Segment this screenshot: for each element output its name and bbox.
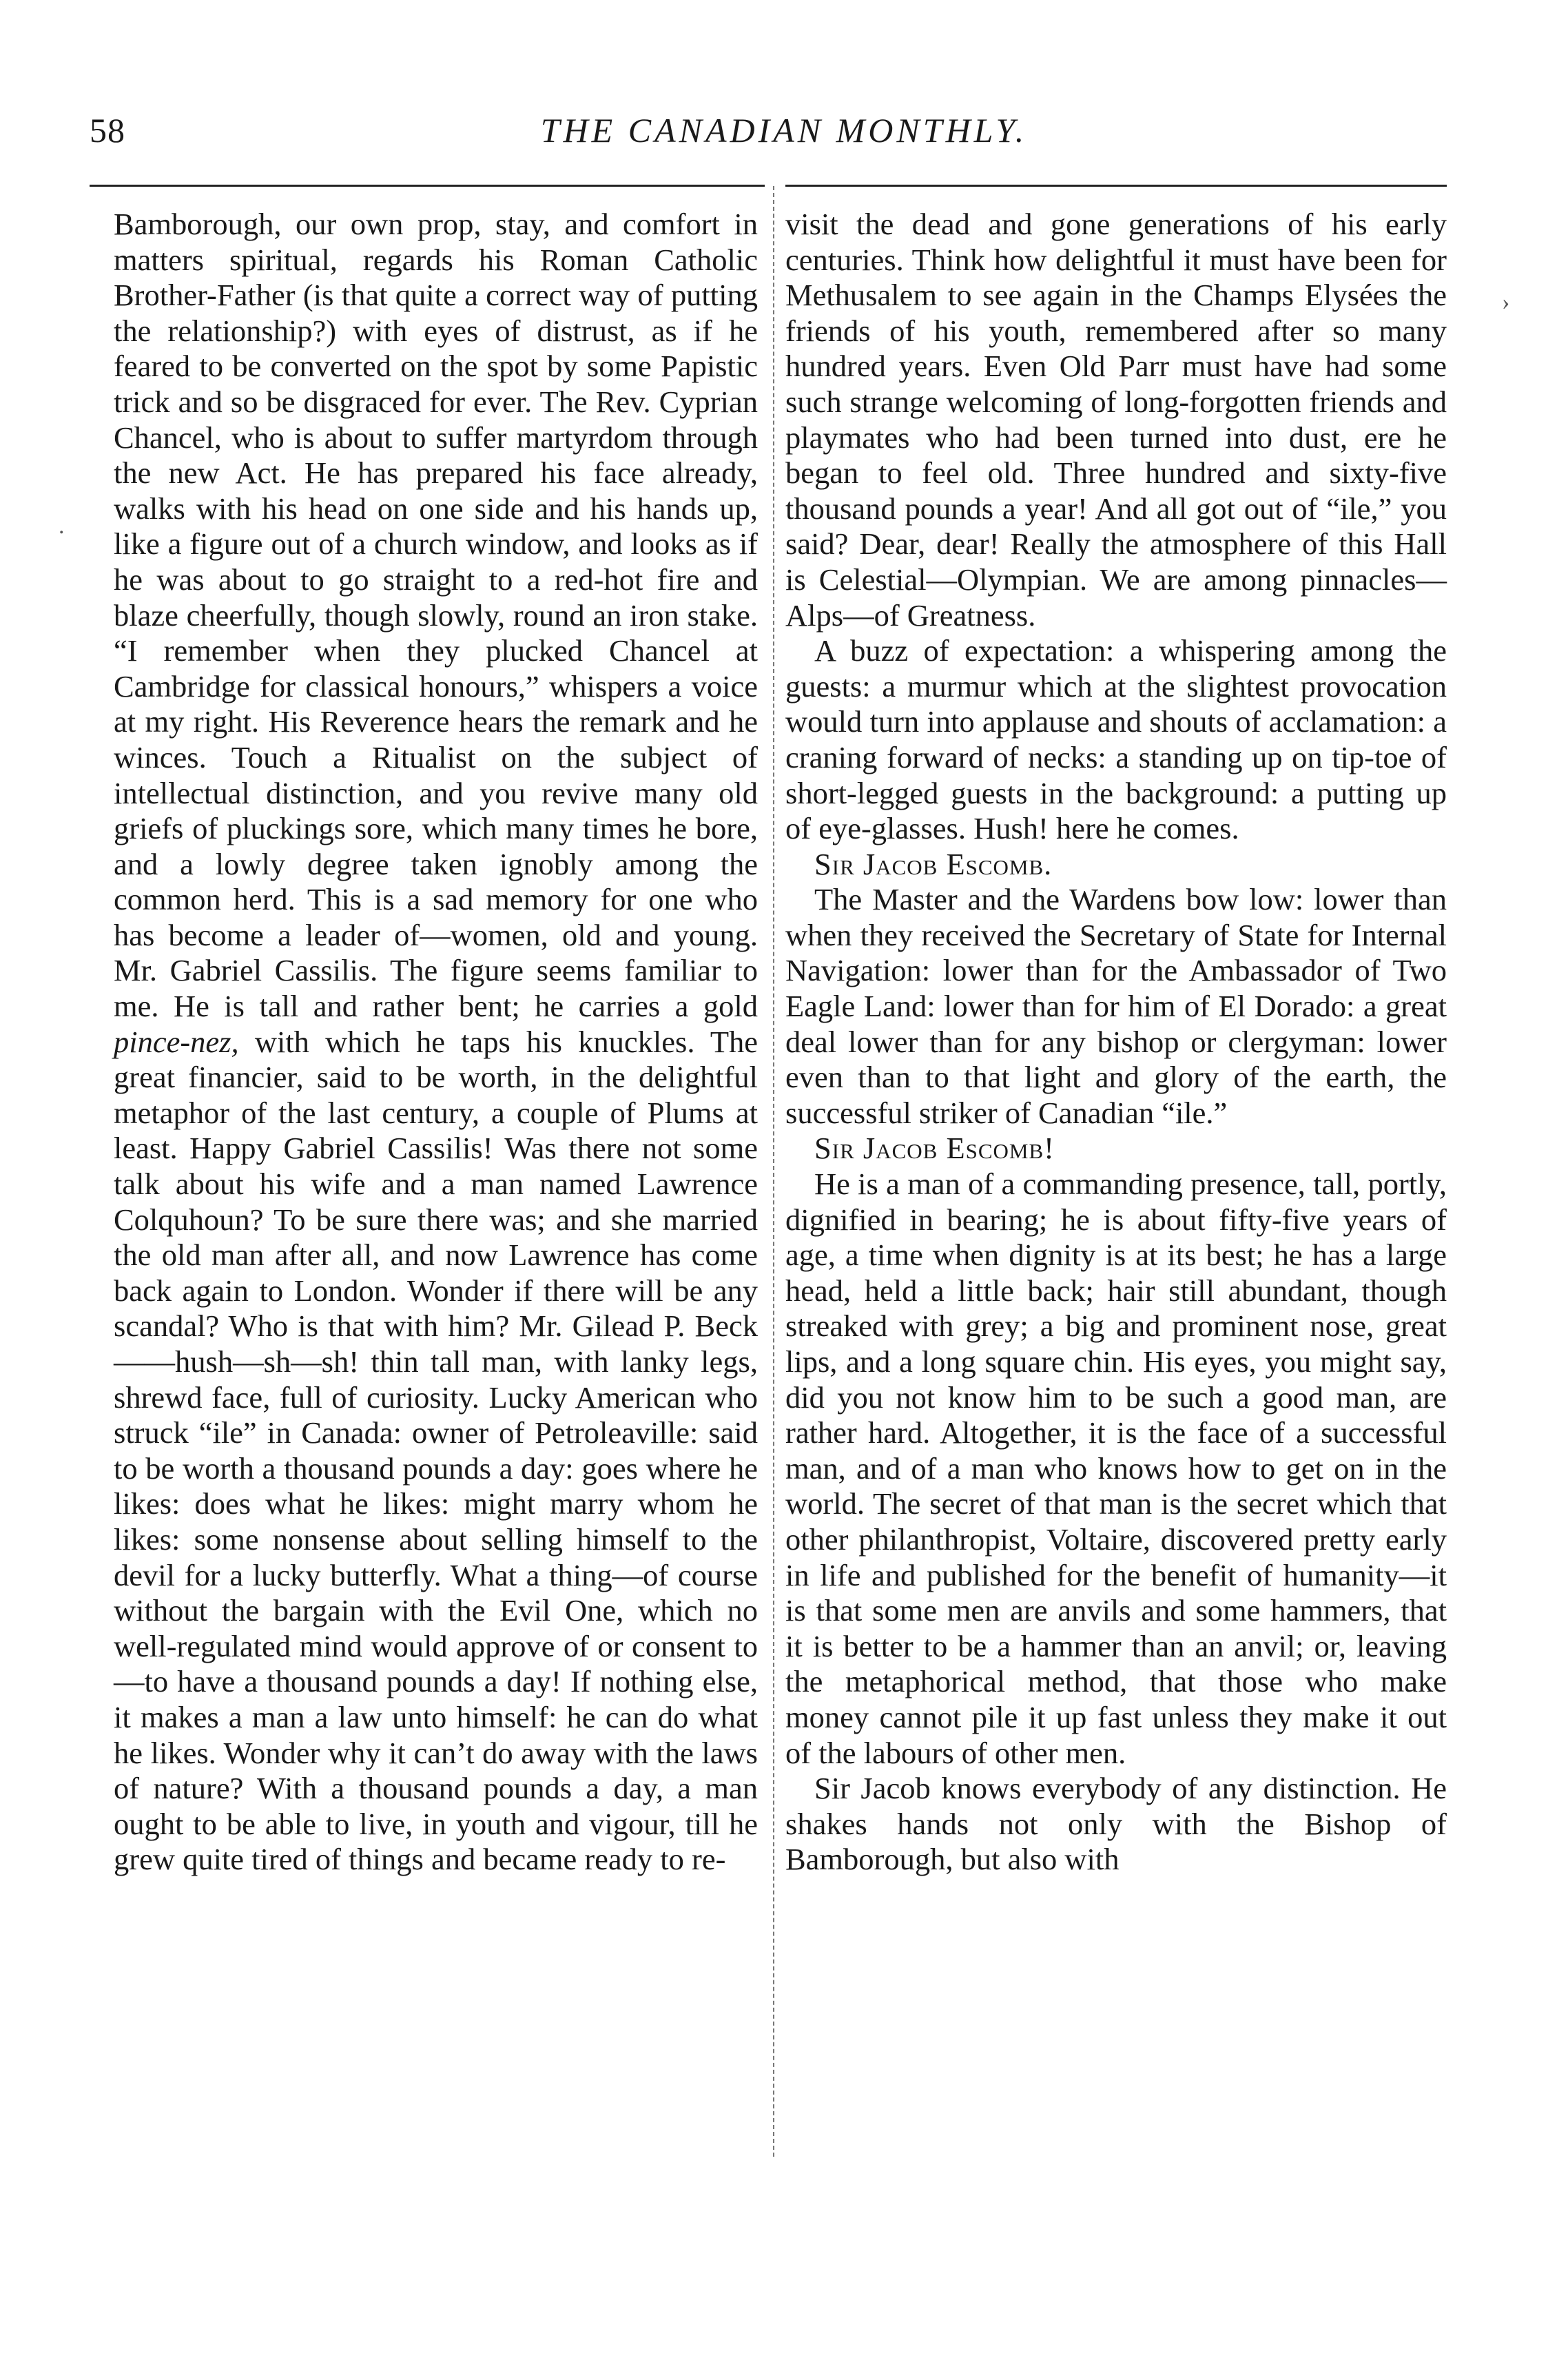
section-heading: Sir Jacob Escomb! [814, 1131, 1055, 1166]
header-rule-right [785, 185, 1447, 187]
paragraph: A buzz of expectation: a whispering among the guests: a murmur which at the slightest provocation would turn into applause and shouts of acclamation: a craning forward of necks: a standing up on tip-toe of short-legged guests in the background: a putting up of eye-glasses. Hush! here he comes. [785, 633, 1447, 846]
paragraph: The Master and the Wardens bow low: lower than when they received the Secretary of State for Internal Navigation: lower than for the Ambassador of Two Eagle Land: lower than for him of El Dorado: a great deal lower than for any bishop or clergyman: lower even than to that light and glory of the earth, the successful striker of Canadian “ile.” [785, 882, 1447, 1130]
paragraph: visit the dead and gone generations of his early centuries. Think how delightful it must have been for Methusalem to see again in the Champs Elysées the friends of his youth, remembered after so many hundred years. Even Old Parr must have had some such strange welcoming of long-forgotten friends and playmates who had been turned into dust, ere he began to feel old. Three hundred and sixty-five thousand pounds a year! And all got out of “ile,” you said? Dear, dear! Really the atmosphere of this Hall is Celestial—Olympian. We are among pinnacles—Alps—of Greatness. [785, 207, 1447, 633]
column-divider [773, 186, 774, 2157]
left-column [114, 207, 758, 1878]
margin-mark: › [1502, 289, 1510, 315]
section-heading: Sir Jacob Escomb. [814, 846, 1053, 881]
paragraph [114, 207, 758, 1878]
paragraph-text: Bamborough, our own prop, stay, and comfort in matters spiritual, regards his Roman Catholic Brother-Father (is that quite a correct way of putting the relationship?) with eyes of distrust, as if he feared to be converted on the spot by some Papistic trick and so be disgraced for ever. The Rev. Cyprian Chancel, who is about to suffer martyrdom through the new Act. He has prepared his face already, walks with his head on one side and his hands up, like a figure out of a church window, and looks as if he was about to go straight to a red-hot fire and blaze cheerfully, though slowly, round an iron stake. “I remember when they plucked Chancel at Cambridge for classical honours,” whispers a voice at my right. His Reverence hears the remark and he winces. Touch a Ritualist on the subject of intellectual distinction, and you revive many old griefs of pluckings sore, which many times he bore, and a lowly degree taken ignobly among the common herd. This is a sad memory for one who has become a leader of—women, old and young. Mr. Gabriel Cassilis. The figure seems familiar to me. He is tall and rather bent; he carries a gold [114, 207, 758, 1024]
running-head: THE CANADIAN MONTHLY. [540, 111, 1028, 150]
paragraph: He is a man of a commanding presence, tall, portly, dignified in bearing; he is about fifty-five years of age, a time when dignity is at its best; he has a large head, held a little back; hair still abundant, though streaked with grey; a big and prominent nose, great lips, and a long square chin. His eyes, you might say, did you not know him to be such a good man, are rather hard. Altogether, it is the face of a successful man, and of a man who knows how to get on in the world. The secret of that man is the secret which that other philanthropist, Voltaire, discovered pretty early in life and published for the benefit of humanity—it is that some men are anvils and some hammers, that it is better to be a hammer than an anvil; or, leaving the metaphorical method, that those who make money cannot pile it up fast unless they make it out of the labours of other men. [785, 1167, 1447, 1770]
header-rule-left [90, 185, 765, 187]
paragraph: Sir Jacob knows everybody of any distinction. He shakes hands not only with the Bishop of Bamborough, but also with [785, 1771, 1447, 1877]
page-number: 58 [90, 111, 125, 150]
margin-mark: . [59, 513, 65, 539]
italic-term: pince-nez, [114, 1024, 239, 1059]
right-column [785, 207, 1447, 1878]
paragraph-text: with which he taps his knuckles. The great financier, said to be worth, in the delightful metaphor of the last century, a couple of Plums at least. Happy Gabriel Cassilis! Was there not some talk about his wife and a man named Lawrence Colquhoun? To be sure there was; and she married the old man after all, and now Lawrence has come back again to London. Wonder if there will be any scandal? Who is that with him? Mr. Gilead P. Beck——hush—sh—sh! thin tall man, with lanky legs, shrewd face, full of curiosity. Lucky American who struck “ile” in Canada: owner of Petroleaville: said to be worth a thousand pounds a day: goes where he likes: does what he likes: might marry whom he likes: some nonsense about selling himself to the devil for a lucky butterfly. What a thing—of course without the bargain with the Evil One, which no well-regulated mind would approve of or consent to—to have a thousand pounds a day! If nothing else, it makes a man a law unto himself: he can do what he likes. Wonder why it can’t do away with the laws of nature? With a thousand pounds a day, a man ought to be able to live, in youth and vigour, till he grew quite tired of things and became ready to re- [114, 1024, 758, 1877]
